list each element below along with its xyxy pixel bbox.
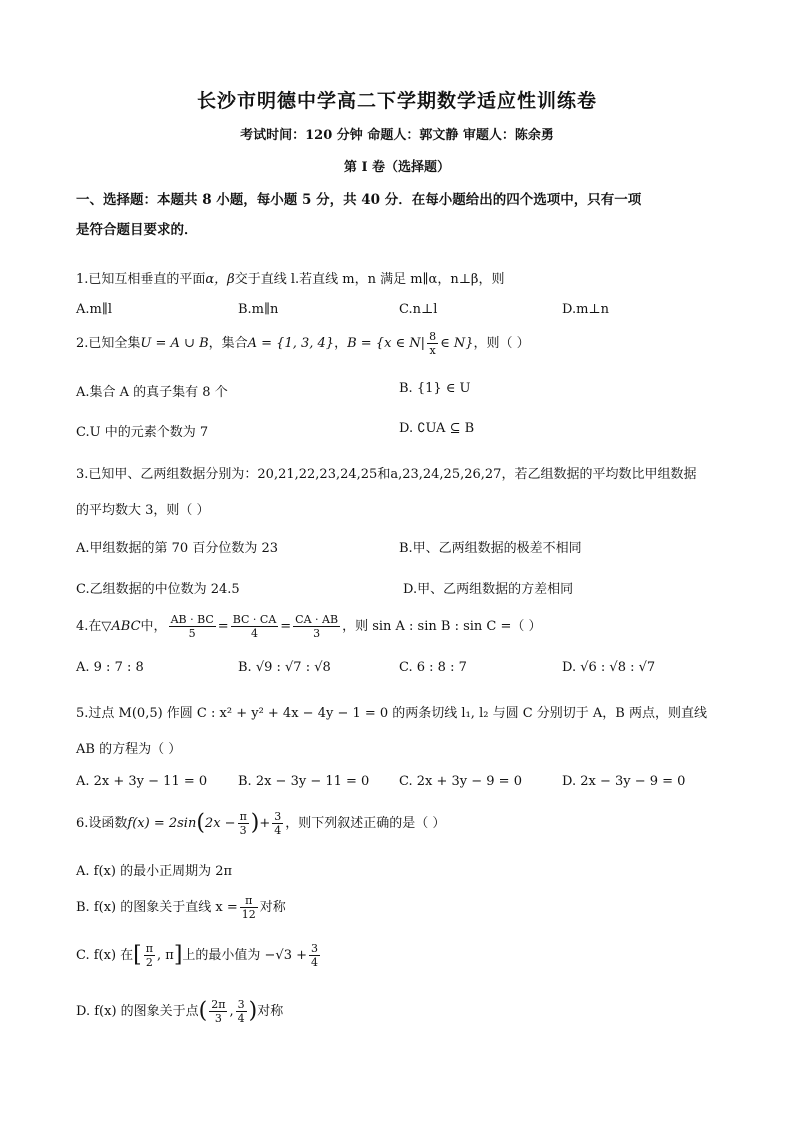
- q1-option-a[interactable]: A.m∥l: [76, 302, 113, 317]
- q2-u-def: U = A ∪ B: [140, 336, 209, 351]
- q3-option-c[interactable]: C.乙组数据的中位数为 24.5: [76, 582, 240, 597]
- q6-optd-close: ): [248, 998, 258, 1024]
- volume-heading: 第 I 卷（选择题）: [343, 160, 451, 175]
- q2-b-den: x: [429, 344, 436, 357]
- q4-option-c[interactable]: C. 6 : 8 : 7: [399, 660, 467, 675]
- q4-eq-1: =: [217, 619, 229, 634]
- q4-option-a[interactable]: A. 9 : 7 : 8: [76, 660, 144, 675]
- q6-c-den: 4: [274, 824, 282, 837]
- q2-b-lead: B = {x ∈ N|: [347, 336, 426, 351]
- q6-optd-den1: 3: [214, 1012, 222, 1025]
- q6-optd-open: (: [198, 998, 208, 1024]
- q3-line-2: 的平均数大 3，则（ ）: [76, 503, 210, 518]
- section-heading: [76, 185, 726, 245]
- q6-optc-num2: 3: [311, 942, 319, 955]
- q3-option-d[interactable]: D.甲、乙两组数据的方差相同: [403, 582, 574, 597]
- q6-paren-close: ): [250, 810, 260, 836]
- q4-frac2-num: BC · CA: [232, 613, 277, 626]
- q4-frac1-num: AB · BC: [170, 613, 214, 626]
- section-line-2: 是符合题目要求的．: [76, 222, 198, 238]
- q5-option-b[interactable]: B. 2x − 3y − 11 = 0: [238, 774, 370, 789]
- exam-info: 考试时间：120 分钟 命题人：郭文静 审题人：陈余勇: [240, 128, 554, 143]
- q2-a-def: A = {1, 3, 4}: [247, 336, 335, 351]
- page-title: 长沙市明德中学高二下学期数学适应性训练卷: [196, 90, 597, 112]
- q6-optb-fraction: [240, 894, 258, 921]
- question-1-stem: [76, 268, 504, 287]
- q5-line-1: 5.过点 M(0,5) 作圆 C : x² + y² + 4x − 4y − 1 = 0 的两条切线 l₁, l₂ 与圆 C 分别切于 A，B 两点，则直线: [76, 706, 707, 721]
- q2-stem-a: 2.已知全集: [76, 336, 141, 351]
- q4-option-b[interactable]: B. √9 : √7 : √8: [238, 660, 331, 675]
- q6-stem-b: ，则下列叙述正确的是（ ）: [285, 816, 446, 831]
- q6-const-fraction: [272, 810, 283, 837]
- q6-optc-b: 上的最小值为 −√3 +: [182, 948, 308, 963]
- q6-option-c[interactable]: [76, 942, 322, 969]
- q4-stem-b: 中，: [140, 619, 167, 634]
- q6-optc-fraction-2: [309, 942, 320, 969]
- q6-optd-b: 对称: [257, 1004, 284, 1019]
- q6-inner: 2x −: [204, 816, 236, 831]
- q3-option-a[interactable]: A.甲组数据的第 70 百分位数为 23: [76, 541, 279, 556]
- q4-stem-a: 4.在: [76, 619, 102, 634]
- q6-pi-fraction: [238, 810, 249, 837]
- q6-stem-a: 6.设函数: [76, 816, 128, 831]
- q4-frac3-num: CA · AB: [295, 613, 339, 626]
- q6-optd-fraction-2: [236, 998, 247, 1025]
- q6-option-d[interactable]: [76, 998, 283, 1025]
- q6-optd-fraction-1: [209, 998, 227, 1025]
- q5-option-a[interactable]: A. 2x + 3y − 11 = 0: [76, 774, 208, 789]
- q6-optd-a: D. f(x) 的图象关于点: [76, 1004, 199, 1019]
- q1-option-d[interactable]: D.m⊥n: [562, 302, 610, 317]
- q4-frac2-den: 4: [250, 627, 258, 640]
- q6-optb-num: π: [240, 894, 258, 908]
- q4-fraction-2: [231, 613, 279, 640]
- q2-b-tail: ∈ N}: [440, 336, 474, 351]
- q1-stem-a: 1.已知互相垂直的平面: [76, 272, 206, 287]
- q1-option-b[interactable]: B.m∥n: [238, 302, 279, 317]
- q6-pi-num: π: [239, 810, 247, 823]
- q5-option-d[interactable]: D. 2x − 3y − 9 = 0: [562, 774, 686, 789]
- q4-frac3-den: 3: [313, 627, 321, 640]
- q4-fraction-1: [169, 613, 216, 640]
- question-2-stem: [76, 330, 530, 357]
- q1-stem-b: 交于直线 l.若直线 m，n 满足 m∥α，n⊥β，则: [234, 272, 505, 287]
- q2-b-fraction: [427, 330, 438, 357]
- q6-optd-num1: 2π: [211, 998, 226, 1011]
- q6-optc-fraction: [144, 942, 155, 969]
- q6-optc-bracket-close: ]: [173, 942, 183, 968]
- q2-option-d[interactable]: D. ∁UA ⊆ B: [399, 421, 475, 436]
- q3-option-b[interactable]: B.甲、乙两组数据的极差不相同: [399, 541, 582, 556]
- q6-f-lead: f(x) = 2sin: [127, 816, 197, 831]
- question-4-stem: [76, 613, 542, 640]
- q4-fraction-3: [293, 613, 340, 640]
- q6-c-num: 3: [274, 810, 282, 823]
- q6-plus: +: [259, 816, 271, 831]
- q3-line-1: 3.已知甲、乙两组数据分别为：20,21,22,23,24,25和a,23,24,25,26,27，若乙组数据的平均数比甲组数据: [76, 467, 697, 482]
- q2-stem-d: ，则（ ）: [473, 336, 530, 351]
- q2-option-c[interactable]: C.U 中的元素个数为 7: [76, 425, 209, 440]
- q6-paren-open: (: [196, 810, 205, 836]
- q1-planes: α，β: [205, 272, 235, 287]
- q6-optc-num: π: [145, 942, 153, 955]
- q2-stem-c: ，: [334, 336, 348, 351]
- q6-optc-den: 2: [145, 956, 153, 969]
- q6-option-b[interactable]: [76, 894, 286, 921]
- q2-option-a[interactable]: A.集合 A 的真子集有 8 个: [76, 385, 228, 400]
- q5-option-c[interactable]: C. 2x + 3y − 9 = 0: [399, 774, 522, 789]
- q6-optb-b: 对称: [259, 900, 286, 915]
- q4-triangle: ▽ABC: [101, 619, 141, 634]
- q6-optd-num2: 3: [237, 998, 245, 1011]
- q2-stem-b: ，集合: [208, 336, 248, 351]
- q4-frac1-den: 5: [188, 627, 196, 640]
- q6-optc-bracket-open: [: [133, 942, 142, 968]
- q6-optd-den2: 4: [237, 1012, 245, 1025]
- q2-option-b[interactable]: B. {1} ∈ U: [399, 381, 471, 396]
- q1-option-c[interactable]: C.n⊥l: [399, 302, 438, 317]
- q4-eq-2: =: [280, 619, 292, 634]
- q6-option-a[interactable]: A. f(x) 的最小正周期为 2π: [76, 864, 233, 879]
- q6-optd-comma: ,: [229, 1004, 234, 1019]
- q6-optc-a: C. f(x) 在: [76, 948, 134, 963]
- q6-optb-den: 12: [241, 908, 256, 921]
- q6-optc-den2: 4: [311, 956, 319, 969]
- q6-optc-mid: , π: [157, 948, 174, 963]
- q6-optb-a: B. f(x) 的图象关于直线 x =: [76, 900, 238, 915]
- q2-b-num: 8: [429, 330, 437, 343]
- q5-line-2: AB 的方程为（ ）: [76, 742, 182, 757]
- q4-stem-c: ，则 sin A : sin B : sin C =（ ）: [342, 619, 542, 634]
- question-6-stem: [76, 810, 445, 837]
- q6-pi-den: 3: [239, 824, 247, 837]
- section-line-1: 一、选择题：本题共 8 小题，每小题 5 分，共 40 分．在每小题给出的四个选项中，只有一项: [76, 192, 642, 208]
- q4-option-d[interactable]: D. √6 : √8 : √7: [562, 660, 656, 675]
